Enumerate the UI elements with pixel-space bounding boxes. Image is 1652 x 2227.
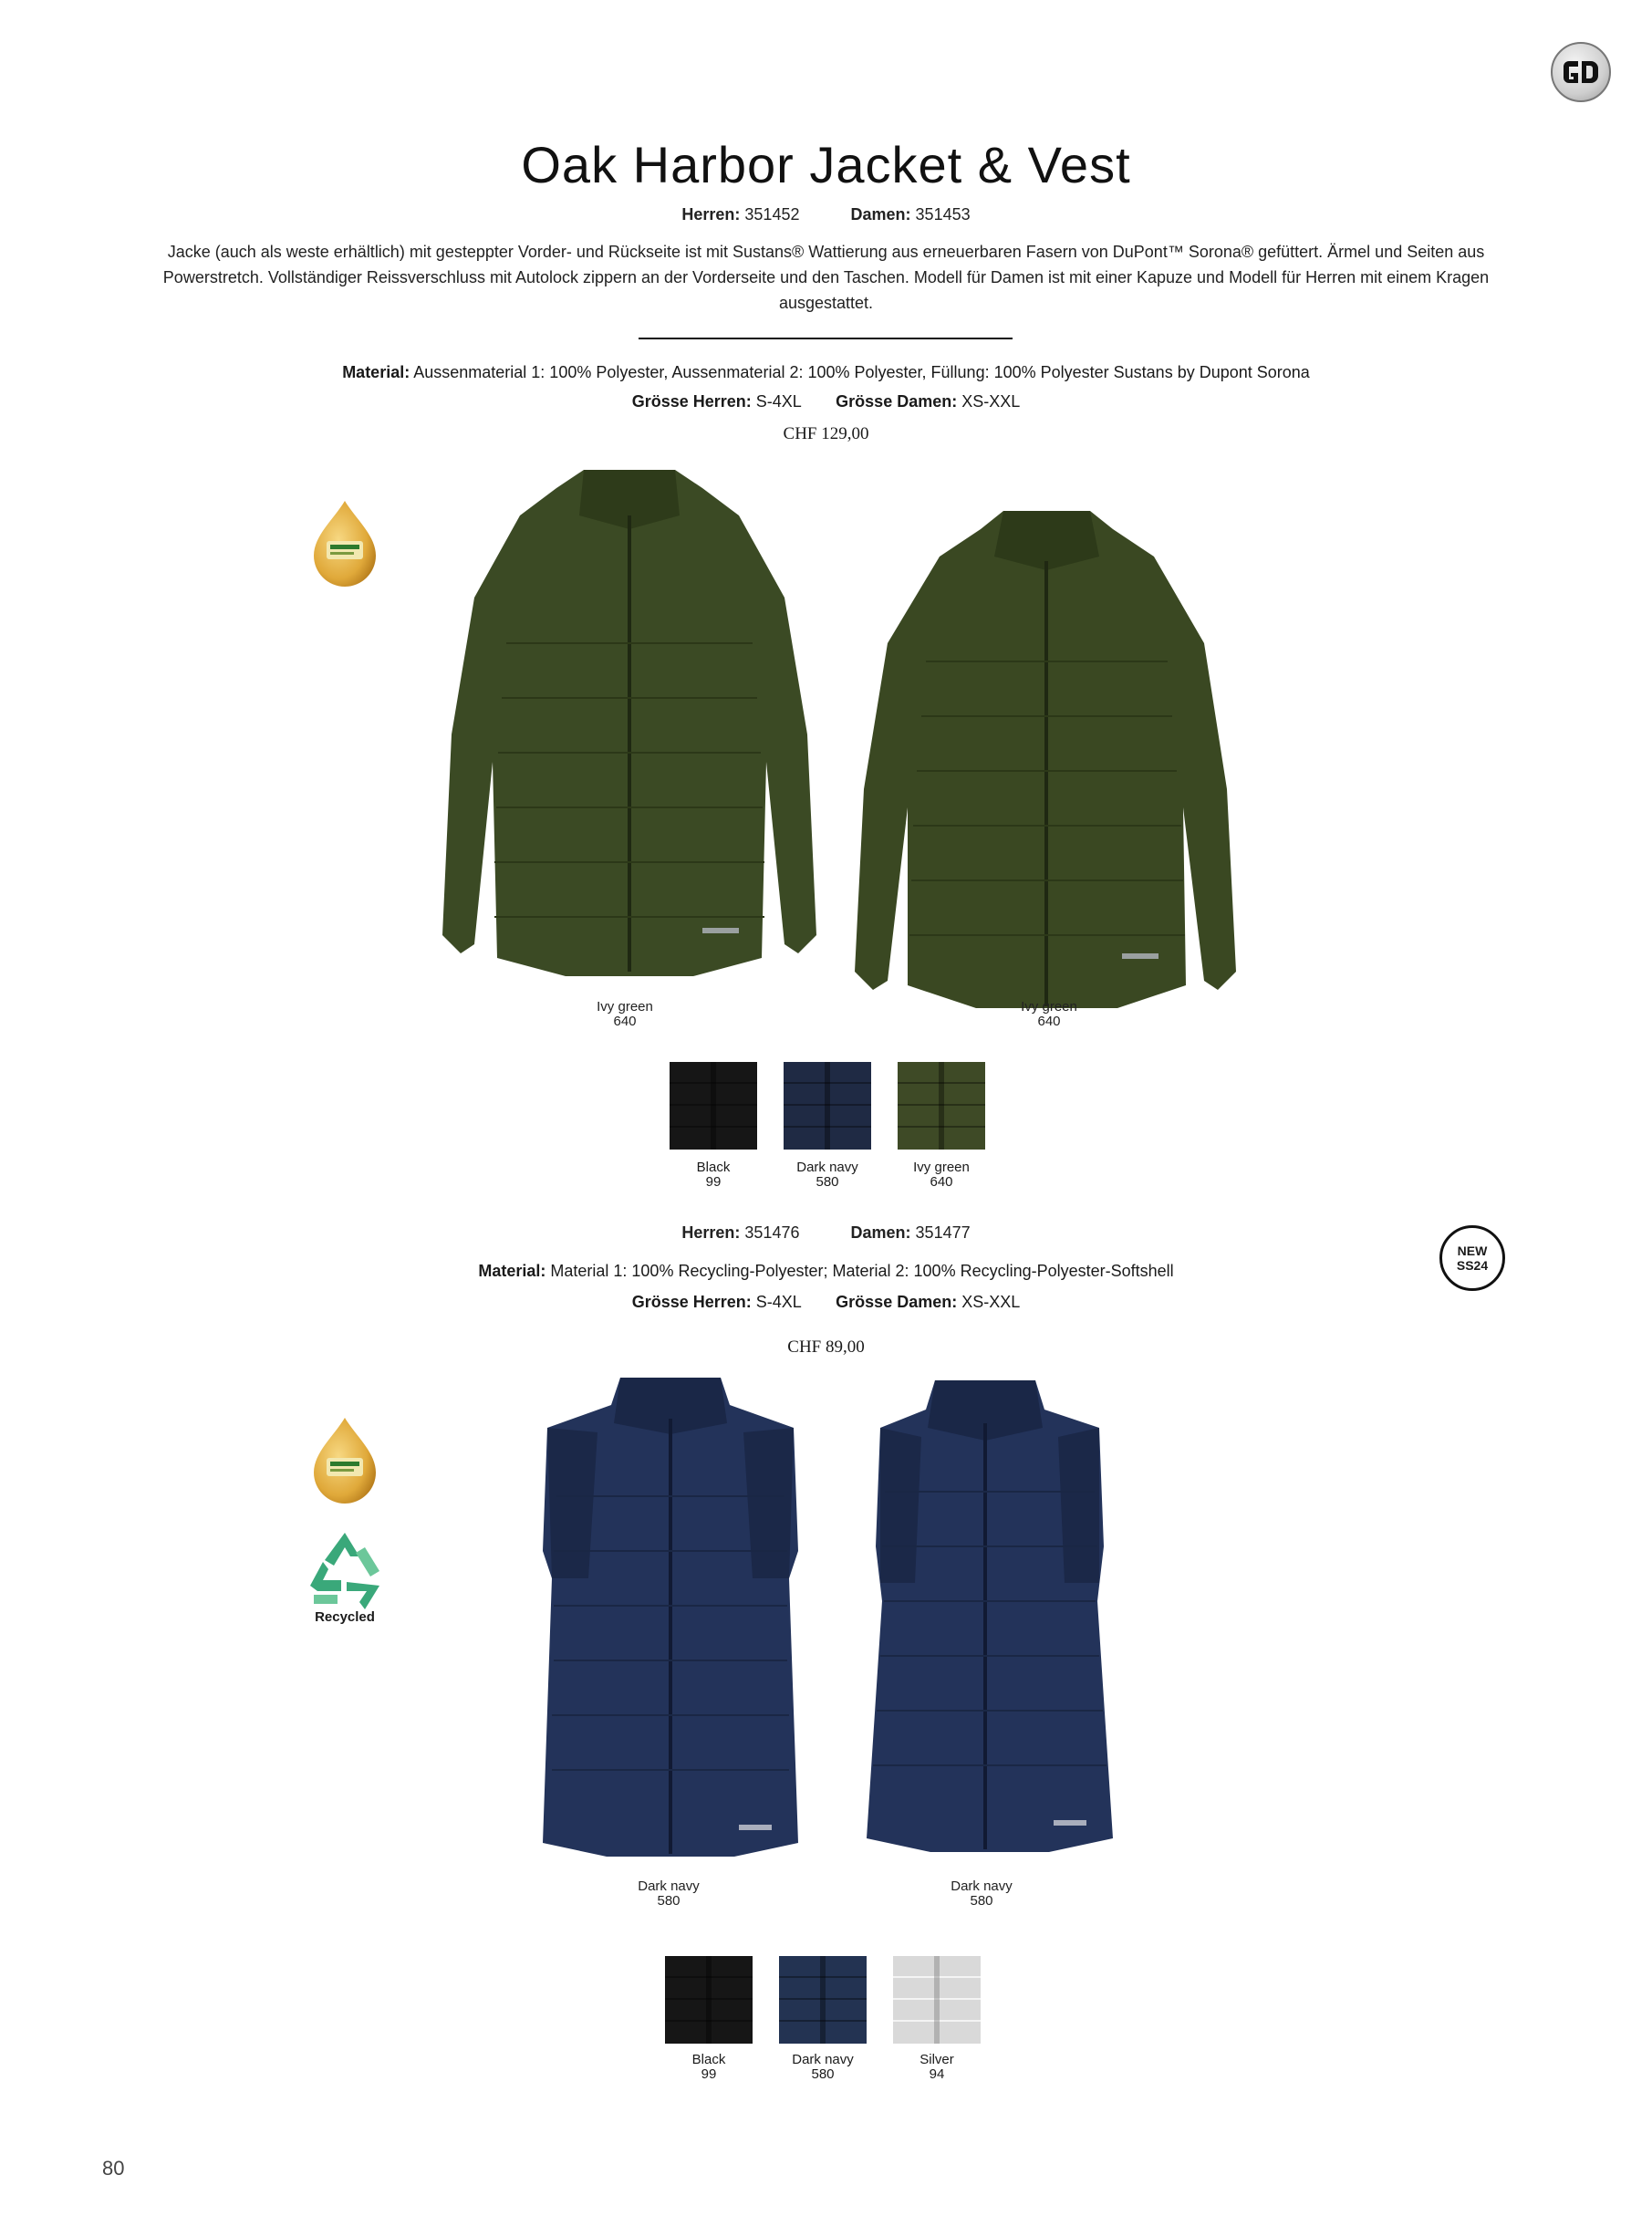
caption-code: 580: [970, 1893, 993, 1909]
swatch-code: 94: [929, 2066, 945, 2082]
page-number: 80: [102, 2157, 125, 2180]
size-herren-label: Grösse Herren:: [631, 392, 752, 411]
womens-jacket-caption: [958, 1000, 1140, 1029]
caption-code: 580: [657, 1893, 681, 1909]
caption-color: Dark navy: [951, 1878, 1013, 1894]
recycled-label: Recycled: [315, 1609, 375, 1625]
herren-article-no: 351452: [744, 205, 800, 224]
caption-color: Ivy green: [1021, 999, 1077, 1015]
swatch-name: Black: [696, 1160, 731, 1175]
swatch-ivy-green[interactable]: [898, 1062, 985, 1150]
swatch-name: Ivy green: [913, 1160, 970, 1175]
swatch-code: 580: [816, 1174, 839, 1190]
swatch-name: Silver: [920, 2052, 954, 2067]
size-damen: XS-XXL: [961, 1293, 1021, 1311]
caption-color: Ivy green: [597, 999, 653, 1015]
womens-vest-caption: [890, 1879, 1073, 1909]
material-text: Aussenmaterial 1: 100% Polyester, Aussenmaterial 2: 100% Polyester, Füllung: 100% Polyester Sustans by Dupont Sorona: [413, 363, 1310, 381]
swatch-name: Black: [691, 2052, 726, 2067]
swatch-dark-navy[interactable]: [784, 1062, 871, 1150]
damen-article-no: 351477: [915, 1223, 971, 1242]
mens-vest-image: [534, 1368, 807, 1861]
swatch-label-dark-navy: [759, 2053, 887, 2082]
swatch-silver[interactable]: [893, 1956, 981, 2044]
swatch-code: 99: [705, 1174, 722, 1190]
new-badge-line2: SS24: [1456, 1258, 1489, 1273]
womens-vest-image: [853, 1373, 1127, 1857]
swatch-black[interactable]: [670, 1062, 757, 1150]
vest-sizes: [0, 1293, 1652, 1312]
jacket-material: [0, 363, 1652, 382]
damen-label: Damen:: [850, 1223, 911, 1242]
swatch-code: 99: [701, 2066, 717, 2082]
herren-article-no: 351476: [744, 1223, 800, 1242]
size-damen: XS-XXL: [961, 392, 1021, 411]
size-damen-label: Grösse Damen:: [836, 1293, 958, 1311]
swatch-dark-navy[interactable]: [779, 1956, 867, 2044]
new-badge-line1: NEW: [1457, 1244, 1488, 1258]
swatch-label-ivy-green: [878, 1160, 1005, 1190]
mens-vest-caption: [577, 1879, 760, 1909]
damen-label: Damen:: [850, 205, 911, 224]
divider: [639, 338, 1013, 339]
mens-jacket-caption: [534, 1000, 716, 1029]
swatch-name: Dark navy: [792, 2052, 854, 2067]
material-text: Material 1: 100% Recycling-Polyester; Material 2: 100% Recycling-Polyester-Softshell: [550, 1262, 1174, 1280]
swatch-label-black: [649, 1160, 777, 1190]
vest-article-numbers: [0, 1223, 1652, 1243]
size-herren-label: Grösse Herren:: [631, 1293, 752, 1311]
swatch-label-silver: [873, 2053, 1001, 2082]
caption-color: Dark navy: [638, 1878, 700, 1894]
caption-code: 640: [613, 1014, 637, 1029]
vest-material: [0, 1262, 1652, 1281]
sustans-drop-icon: [308, 1414, 381, 1505]
recycle-icon: [301, 1525, 389, 1613]
gd-logo-icon: [1551, 42, 1611, 102]
page-title: Oak Harbor Jacket & Vest: [521, 136, 1131, 193]
vest-price: CHF 89,00: [787, 1337, 865, 1357]
swatch-label-dark-navy: [764, 1160, 891, 1190]
swatch-name: Dark navy: [796, 1160, 858, 1175]
sustans-drop-icon: [308, 497, 381, 588]
damen-article-no: 351453: [915, 205, 971, 224]
swatch-code: 640: [930, 1174, 953, 1190]
material-label: Material:: [478, 1262, 546, 1280]
womens-jacket-image: [844, 506, 1245, 1013]
swatch-label-black: [645, 2053, 773, 2082]
jacket-article-numbers: [0, 205, 1652, 224]
herren-label: Herren:: [681, 205, 741, 224]
size-herren: S-4XL: [755, 1293, 802, 1311]
jacket-price: CHF 129,00: [783, 424, 869, 443]
new-ss24-badge: [1439, 1225, 1505, 1291]
jacket-sizes: [0, 392, 1652, 411]
caption-code: 640: [1037, 1014, 1061, 1029]
swatch-code: 580: [811, 2066, 835, 2082]
size-herren: S-4XL: [755, 392, 802, 411]
size-damen-label: Grösse Damen:: [836, 392, 958, 411]
material-label: Material:: [342, 363, 410, 381]
product-description: Jacke (auch als weste erhältlich) mit gesteppter Vorder- und Rückseite ist mit Sustans® Wattierung aus erneuerbaren Fasern von DuPont™ Sorona® gefüttert. Ärmel und Seiten aus Powerstretch. Vollständiger Reissverschluss mit Autolock zippern an der Vorderseite und den Taschen. Modell für Damen ist mit einer Kapuze und Modell für Herren mit einem Kragen ausgestattet.: [162, 243, 1490, 312]
mens-jacket-image: [438, 461, 821, 981]
swatch-black[interactable]: [665, 1956, 753, 2044]
herren-label: Herren:: [681, 1223, 741, 1242]
